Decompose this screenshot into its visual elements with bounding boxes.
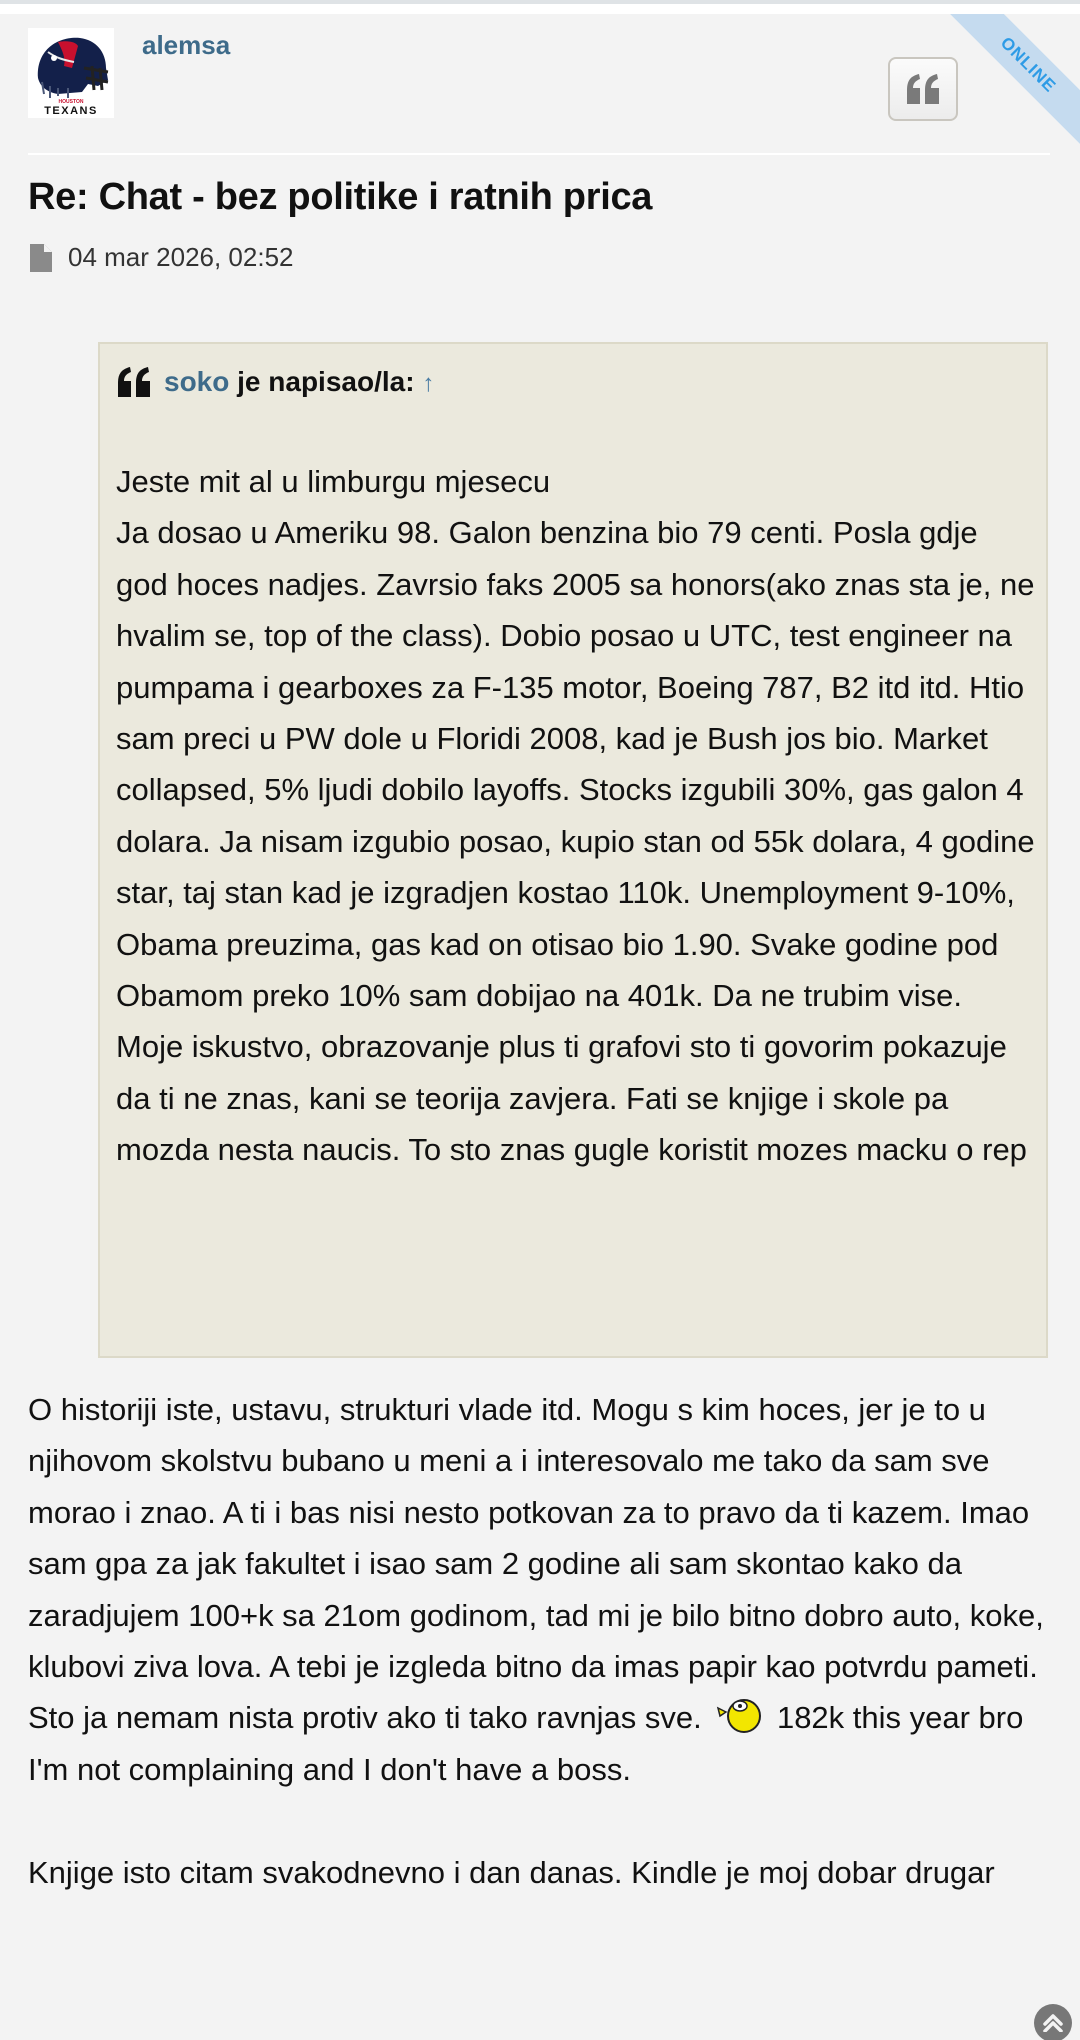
back-to-top-button[interactable] bbox=[1034, 2004, 1072, 2040]
quote-paragraph: Jeste mit al u limburgu mjesecu bbox=[116, 464, 551, 499]
paragraph-gap bbox=[28, 1795, 1058, 1846]
file-icon[interactable] bbox=[30, 244, 52, 272]
post-meta bbox=[30, 242, 294, 273]
yellow-smiley-icon bbox=[712, 1694, 766, 1734]
quoted-author-link[interactable]: soko bbox=[164, 366, 230, 397]
quote-body bbox=[116, 456, 1036, 1176]
online-badge bbox=[944, 14, 1080, 149]
svg-text:TEXANS: TEXANS bbox=[44, 105, 98, 117]
quote-paragraph: Ja dosao u Ameriku 98. Galon benzina bio 79 centi. Posla gdje god hoces nadjes. Zavrsio faks 2005 sa honors(ako znas sta je, ne hvalim se, top of the class). Dobio posao u UTC, test engineer na pumpama i gearboxes za F-135 motor, Boeing 787, B2 itd itd. Htio sam preci u PW dole u Floridi 2008, kad je Bush jos bio. Market collapsed, 5% ljudi dobilo layoffs. Stocks izgubili 30%, gas galon 4 dolara. Ja nisam izgubio posao, kupio stan od 55k dolara, 4 godine star, taj stan kad je izgradjen kostao 110k. Unemployment 9-10%, Obama preuzima, gas kad on otisao bio 1.90. Svake godine pod Obamom preko 10% sam dobijao na 401k. Da ne trubim vise. bbox=[116, 515, 1035, 1014]
quoted-post bbox=[98, 342, 1048, 1358]
post-text: O historiji iste, ustavu, strukturi vlade itd. Mogu s kim hoces, jer je to u njihovom skolstvu bubano u meni a i interesovalo me tako da sam sve morao i znao. A ti i bas nisi nesto potkovan za to pravo da ti kazem. Imao sam gpa za jak fakultet i isao sam 2 godine ali sam skontao kako da zaradjujem 100+k sa 21om godinom, tad mi je bilo bitno dobro auto, koke, klubovi ziva lova. A tebi je izgleda bitno da imas papir kao potvrdu pameti. Sto ja nemam nista protiv ako ti tako ravnjas sve. bbox=[28, 1392, 1044, 1736]
post-author[interactable]: alemsa bbox=[142, 30, 231, 60]
post-body bbox=[28, 1384, 1058, 1898]
texans-helmet-icon bbox=[28, 28, 114, 118]
quote-button[interactable] bbox=[888, 57, 958, 121]
post-title[interactable]: Re: Chat - bez politike i ratnih prica bbox=[28, 176, 653, 218]
forum-post bbox=[0, 14, 1080, 2040]
post-timestamp: 04 mar 2026, 02:52 bbox=[68, 242, 294, 272]
quote-citation bbox=[116, 366, 434, 398]
post-paragraph bbox=[28, 1384, 1058, 1795]
avatar[interactable] bbox=[28, 28, 114, 118]
quote-icon bbox=[905, 74, 941, 104]
quote-wrote-label: je napisao/la: bbox=[237, 366, 415, 397]
quote-icon bbox=[116, 367, 152, 397]
post-text: 182k this year bro I'm not complaining and I don't have a boss. bbox=[28, 1700, 1024, 1787]
quote-paragraph: Moje iskustvo, obrazovanje plus ti grafovi sto ti govorim pokazuje da ti ne znas, kani se teorija zavjera. Fati se knjige i skole pa mozda nesta naucis. To sto znas gugle koristit mozes macku o rep bbox=[116, 1029, 1027, 1168]
top-separator bbox=[0, 4, 1080, 14]
post-paragraph: Knjige isto citam svakodnevno i dan danas. Kindle je moj dobar drugar bbox=[28, 1854, 995, 1890]
svg-text:HOUSTON: HOUSTON bbox=[58, 99, 84, 105]
online-badge-label: ONLINE bbox=[996, 33, 1060, 97]
chevron-up-icon bbox=[1043, 2014, 1063, 2032]
jump-to-quoted-post-link[interactable]: ↑ bbox=[422, 370, 435, 397]
header-divider bbox=[28, 153, 1050, 155]
